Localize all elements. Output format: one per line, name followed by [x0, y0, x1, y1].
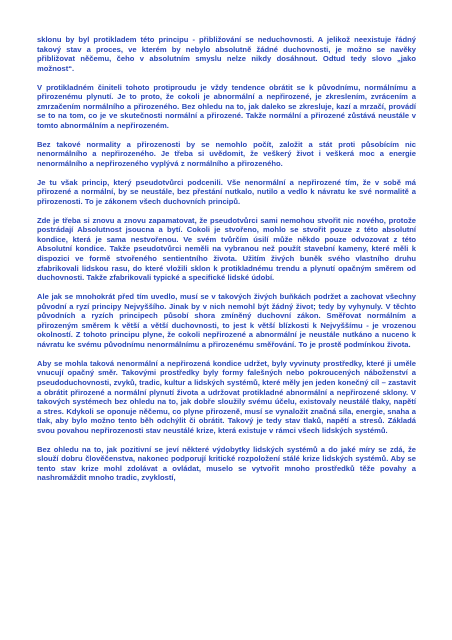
paragraph: Zde je třeba si znovu a znovu zapamatovat, že pseudotvůrci sami nemohou stvořit nic nového, protože postrádají Absolutnost jsoucna a bytí. Cokoli je stvořeno, mohlo se stvořit pouze z této absolutní kondice, která je sama nestvořenou. Ve svém tvůrčím úsilí může někdo pouze odvozovat z této Absolutní kondice. Takže pseudotvůrci neměli na vybranou než použít stavební kameny, které měli k dispozici ve formě stvořeného sentientního života. Užitím živých buněk svého vlastního druhu zfabrikovali lidskou rasu, do které vložili sklon k protikladnému trendu a plynutí opačným směrem od duchovnosti. Takže zfabrikovali typické a specifické lidské údobí.: [37, 215, 416, 283]
paragraph: Bez takové normality a přirozenosti by se nemohlo počít, založit a stát proti působícím nic nenormálního a nepřirozeného. Je třeba si uvědomit, že veškerý život i veškerá moc a energie nenormálního a nepřirozeného vyplývá z normálního a přirozeného.: [37, 139, 416, 168]
document-body: [37, 35, 416, 492]
paragraph: sklonu by byl protikladem této principu - přibližování se neduchovnosti. A jelikož neexistuje řádný takový stav a proces, ve kterém by nebylo absolutně žádné duchovnosti, je možno se navěky přibližovat něčemu, čeho v absolutním smyslu nelze nikdy dosáhnout. Odtud tedy slovo „jako možnost“.: [37, 35, 416, 73]
paragraph: Bez ohledu na to, jak pozitivní se jeví některé výdobytky lidských systémů a do jaké míry se zdá, že slouží dobru člověčenstva, nakonec podporují kritické rozpoložení stálé krize lidských systémů. Aby se tento stav krize mohl zdolávat a ovládat, muselo se vytvořit mnoho prostředků těže povahy a nashromáždit mnoho tradic, zvyklostí,: [37, 444, 416, 483]
paragraph: Ale jak se mnohokrát před tím uvedlo, musí se v takových živých buňkách podržet a zachovat všechny původní a ryzí principy Nejvyššího. Jinak by v nich nemohl být žádný život; tedy by vyhynuly. V těchto původních a ryzích principech působí shora zmíněný duchovní zákon. Směřovat normálním a přirozeným směrem k větší a větší duchovnosti, to jest k větší blízkosti k Nejvyššímu - je vrozenou okolností. Z tohoto principu plyne, že cokoli nepřirozené a abnormální je neustále nutkáno a nuceno k návratu ke svému původnímu nenormálnímu a přirozenému směřování. To je prostě podmínkou života.: [37, 292, 416, 349]
paragraph: V protikladném činiteli tohoto protiproudu je vždy tendence obrátit se k původnímu, normálnímu a přirozenému plynutí. Je to proto, že cokoli je abnormální a nepřirozené, je zkreslením, zvrácením a zmrzačením normálního a přirozeného. Bez ohledu na to, jak daleko se zkresluje, kazí a mrzačí, provádí se to na tom, co je ve skutečnosti normální a přirozené. Takže normální a přirozené zůstává neustále v tomto abnormálním a nepřirozeném.: [37, 82, 416, 130]
paragraph: Je tu však princip, který pseudotvůrci podcenili. Vše nenormální a nepřirozené tím, že v sobě má přirozené a normální, by se neustále, bez přestání nutkalo, nutilo a vedlo k návratu ke své normalitě a přirozenosti. To je zákonem všech duchovních principů.: [37, 177, 416, 206]
paragraph: Aby se mohla taková nenormální a nepřirozená kondice udržet, byly vyvinuty prostředky, které ji uměle vnucují opačný směr. Takovými prostředky byly formy falešných nebo pokroucených náboženství a pseudoduchovnosti, zvyků, tradic, kultur a lidských systémů, které měly jen jeden konečný cíl – zastavit a obrátit přirozené a normální plynutí života a udržovat protikladné abnormální a nepřirozené sklony. V takových systémech bez ohledu na to, jak dobře sloužily svému účelu, existovaly neustálé tlaky, napětí a stres. Kdykoli se oponuje něčemu, co plyne přirozeně, musí se vynaložit značná síla, energie, snaha a tlak, aby bylo možno tento běh odchýlit či obrátit. Takový je tedy stav tlaků, napětí a stresů. Základá svou povahou nepřirozenosti stav neustálé krize, která existuje v rámci všech lidských systémů.: [37, 358, 416, 435]
